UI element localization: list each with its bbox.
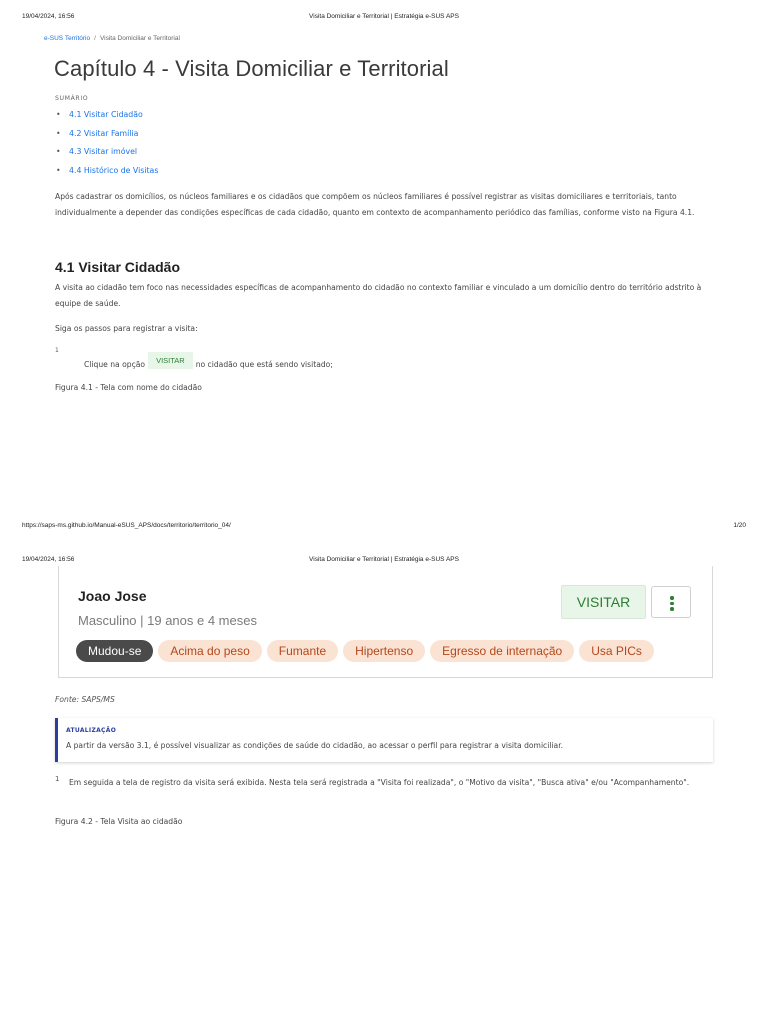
bullet-icon: • — [56, 110, 61, 119]
condition-tag: Acima do peso — [158, 640, 261, 662]
update-callout — [55, 718, 713, 762]
steps-intro: Siga os passos para registrar a visita: — [55, 324, 198, 333]
step-text: Em seguida a tela de registro da visita será exibida. Nesta tela será registrada a "Visita foi realizada", o "Motivo da visita", "Busca ativa" e/ou "Acompanhamento". — [69, 778, 690, 787]
step-text — [84, 356, 333, 373]
visit-button[interactable]: VISITAR — [561, 585, 646, 619]
figure-caption: Figura 4.1 - Tela com nome do cidadão — [55, 383, 202, 392]
summary-item — [56, 108, 158, 127]
breadcrumb — [44, 35, 180, 42]
step-text-before: Clique na opção — [84, 360, 146, 369]
callout-label: ATUALIZAÇÃO — [66, 727, 117, 734]
figure-source: Fonte: SAPS/MS — [55, 695, 115, 704]
summary-item — [56, 127, 158, 146]
bullet-icon: • — [56, 165, 61, 175]
citizen-card-figure — [58, 566, 713, 678]
more-options-button[interactable] — [651, 586, 691, 618]
print-title: Visita Domiciliar e Territorial | Estratégia e-SUS APS — [309, 556, 459, 563]
bullet-icon: • — [56, 128, 61, 138]
summary-link-visitar-cidadao[interactable]: 4.1 Visitar Cidadão — [69, 110, 143, 119]
print-datetime: 19/04/2024, 16:56 — [22, 13, 75, 20]
condition-tag: Mudou-se — [76, 640, 153, 662]
visit-chip: VISITAR — [148, 352, 193, 369]
summary-item — [56, 145, 158, 164]
condition-tag: Usa PICs — [579, 640, 654, 662]
summary-link-historico-visitas[interactable]: 4.4 Histórico de Visitas — [69, 165, 159, 175]
print-page-number: 1/20 — [733, 522, 746, 529]
print-title: Visita Domiciliar e Territorial | Estratégia e-SUS APS — [309, 13, 459, 20]
section-title-visitar-cidadao: 4.1 Visitar Cidadão — [55, 259, 181, 275]
condition-tags — [76, 640, 659, 662]
condition-tag: Hipertenso — [343, 640, 425, 662]
breadcrumb-separator: / — [94, 35, 96, 42]
bullet-icon: • — [56, 147, 61, 157]
breadcrumb-root-link[interactable]: e-SUS Território — [44, 35, 91, 42]
print-datetime: 19/04/2024, 16:56 — [22, 556, 75, 563]
step-number: 1 — [55, 347, 59, 354]
step-number: 1 — [55, 775, 60, 783]
condition-tag: Fumante — [267, 640, 338, 662]
intro-paragraph: Após cadastrar os domicílios, os núcleos familiares e os cidadãos que compõem os núcleos familiares é possível registrar as visitas domiciliares e territoriais, tanto individualmente a depender das condições específicas de cada cidadão, quanto em contexto de acompanhamento periódico das famílias, conforme visto na Figura 4.1. — [55, 192, 695, 217]
breadcrumb-current: Visita Domiciliar e Territorial — [99, 35, 180, 42]
citizen-info: Masculino | 19 anos e 4 meses — [78, 613, 257, 628]
figure-caption: Figura 4.2 - Tela Visita ao cidadão — [55, 817, 183, 826]
summary-item — [56, 164, 158, 183]
callout-text: A partir da versão 3.1, é possível visualizar as condições de saúde do cidadão, ao acessar o perfil para registrar a visita domiciliar. — [66, 741, 564, 750]
citizen-name: Joao Jose — [78, 588, 147, 604]
summary-link-visitar-familia[interactable]: 4.2 Visitar Família — [69, 128, 139, 138]
summary-link-visitar-imovel[interactable]: 4.3 Visitar imóvel — [69, 147, 138, 157]
summary-label: SUMÁRIO — [55, 95, 89, 102]
condition-tag: Egresso de internação — [430, 640, 574, 662]
step-text-after: no cidadão que está sendo visitado; — [195, 360, 333, 369]
summary-list — [56, 108, 158, 182]
section-description: A visita ao cidadão tem foco nas necessidades específicas de acompanhamento do cidadão no contexto familiar e vinculado a um domicílio dentro do território adstrito à equipe de saúde. — [55, 283, 702, 308]
page-title: Capítulo 4 - Visita Domiciliar e Territorial — [54, 56, 449, 81]
print-url: https://saps-ms.github.io/Manual-eSUS_APS/docs/territorio/territorio_04/ — [22, 522, 231, 529]
